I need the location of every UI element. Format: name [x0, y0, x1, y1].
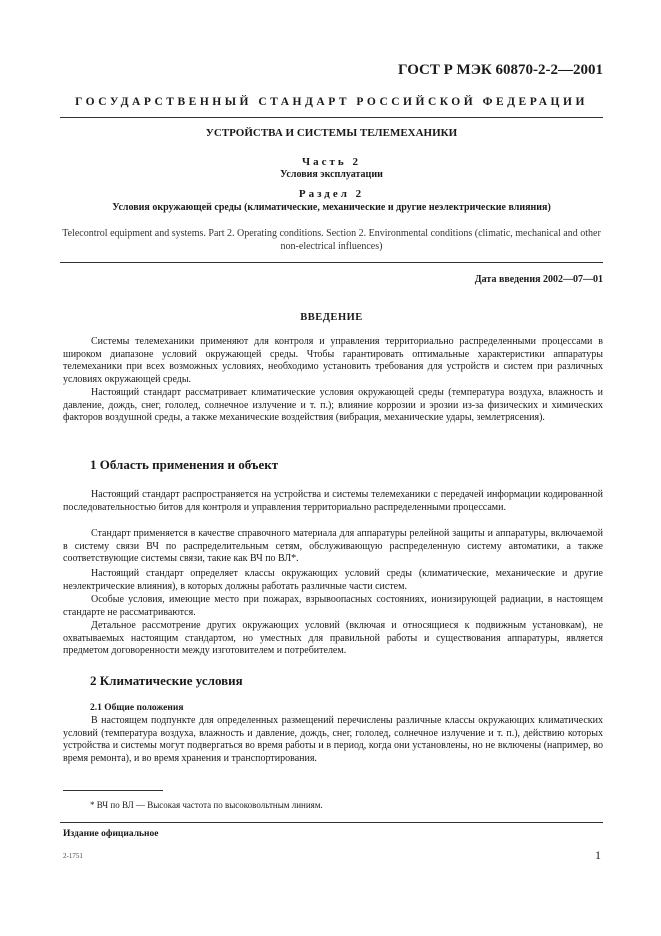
official-edition-label: Издание официальное — [63, 829, 159, 839]
introduction-date: Дата введения 2002—07—01 — [474, 274, 603, 285]
section-2-heading: 2 Климатические условия — [90, 673, 243, 688]
section-1-paragraph: Настоящий стандарт определяет классы окружающих условий среды (климатические, механические и другие неэлектрические влияния), в которых должны работать различные части систем. — [63, 568, 603, 592]
section-label: Раздел 2 — [298, 188, 365, 200]
state-standard-title: ГОСУДАРСТВЕННЫЙ СТАНДАРТ РОССИЙСКОЙ ФЕДЕРАЦИИ — [75, 96, 588, 108]
intro-paragraph: Настоящий стандарт рассматривает климатические условия окружающей среды (температура воздуха, влажность и давление, дождь, снег, гололед, солнечное излучение и т. п.); влияние коррозии и эрозии из-за физических и химических факторов воздушной среды, а также механические воздействия (вибрация, механические удары, землетрясения). — [63, 387, 603, 424]
section-1-paragraph: Особые условия, имеющие место при пожарах, взрывоопасных состояниях, ионизирующей радиации, в настоящем стандарте не рассматриваются. — [63, 594, 603, 618]
order-code: 2-1751 — [63, 852, 83, 860]
intro-paragraph: Системы телемеханики применяют для контроля и управления территориально распределенными процессами в широком диапазоне условий окружающей среды. Чтобы гарантировать оптимальные характеристики аппаратуры телемеханики при всех возможных условиях, необходимо установить требования для устройств и систем при различных условиях окружающей среды. — [63, 336, 603, 385]
part-name: Условия эксплуатации — [280, 169, 383, 180]
footnote-rule — [63, 790, 163, 791]
footnote: * ВЧ по ВЛ — Высокая частота по высоковольтным линиям. — [90, 800, 323, 810]
header-rule — [60, 117, 603, 118]
footer-rule — [60, 822, 603, 823]
page-number: 1 — [595, 848, 601, 862]
section-1-paragraph: Детальное рассмотрение других окружающих условий (включая и относящиеся к подвижным установкам), не охватываемых настоящим стандартом, но уместных для правильной работы и существования аппаратуры, является предметом договоренности между изготовителем и потребителем. — [63, 620, 603, 657]
section-1-paragraph: Настоящий стандарт распространяется на устройства и системы телемеханики с передачей информации кодированной последовательностью битов для контроля и управления территориально распределенными процессами. — [63, 489, 603, 513]
section-1-paragraph: Стандарт применяется в качестве справочного материала для аппаратуры релейной защиты и аппаратуры, включаемой в систему связи ВЧ по распределительным сетям, обслуживающую распределенную систему автоматики, а также соответствующие системы связи, такие как ВЧ по ВЛ*. — [63, 528, 603, 565]
english-title: Telecontrol equipment and systems. Part 2. Operating conditions. Section 2. Environmental conditions (climatic, mechanical and other non-electrical influences) — [62, 228, 601, 252]
document-title: УСТРОЙСТВА И СИСТЕМЫ ТЕЛЕМЕХАНИКИ — [205, 127, 458, 139]
section-name: Условия окружающей среды (климатические, механические и другие неэлектрические влияния) — [112, 202, 551, 213]
section-1-heading: 1 Область применения и объект — [90, 457, 279, 472]
standard-number: ГОСТ Р МЭК 60870-2-2—2001 — [398, 62, 603, 78]
section-2-paragraph: В настоящем подпункте для определенных размещений перечислены различные классы окружающих климатических условий (температура воздуха, влажность и давление, дождь, снег, гололед, солнечное излучение и т. п.), действию которых устройства и системы могут подвергаться во время работы и в период, когда они установлены, но не включены (например, во время ремонта), и во время хранения и транспортирования. — [63, 715, 603, 764]
introduction-heading: ВВЕДЕНИЕ — [300, 312, 363, 323]
subsection-2-1-heading: 2.1 Общие положения — [90, 703, 184, 713]
title-rule — [60, 262, 603, 263]
part-label: Часть 2 — [302, 156, 361, 168]
